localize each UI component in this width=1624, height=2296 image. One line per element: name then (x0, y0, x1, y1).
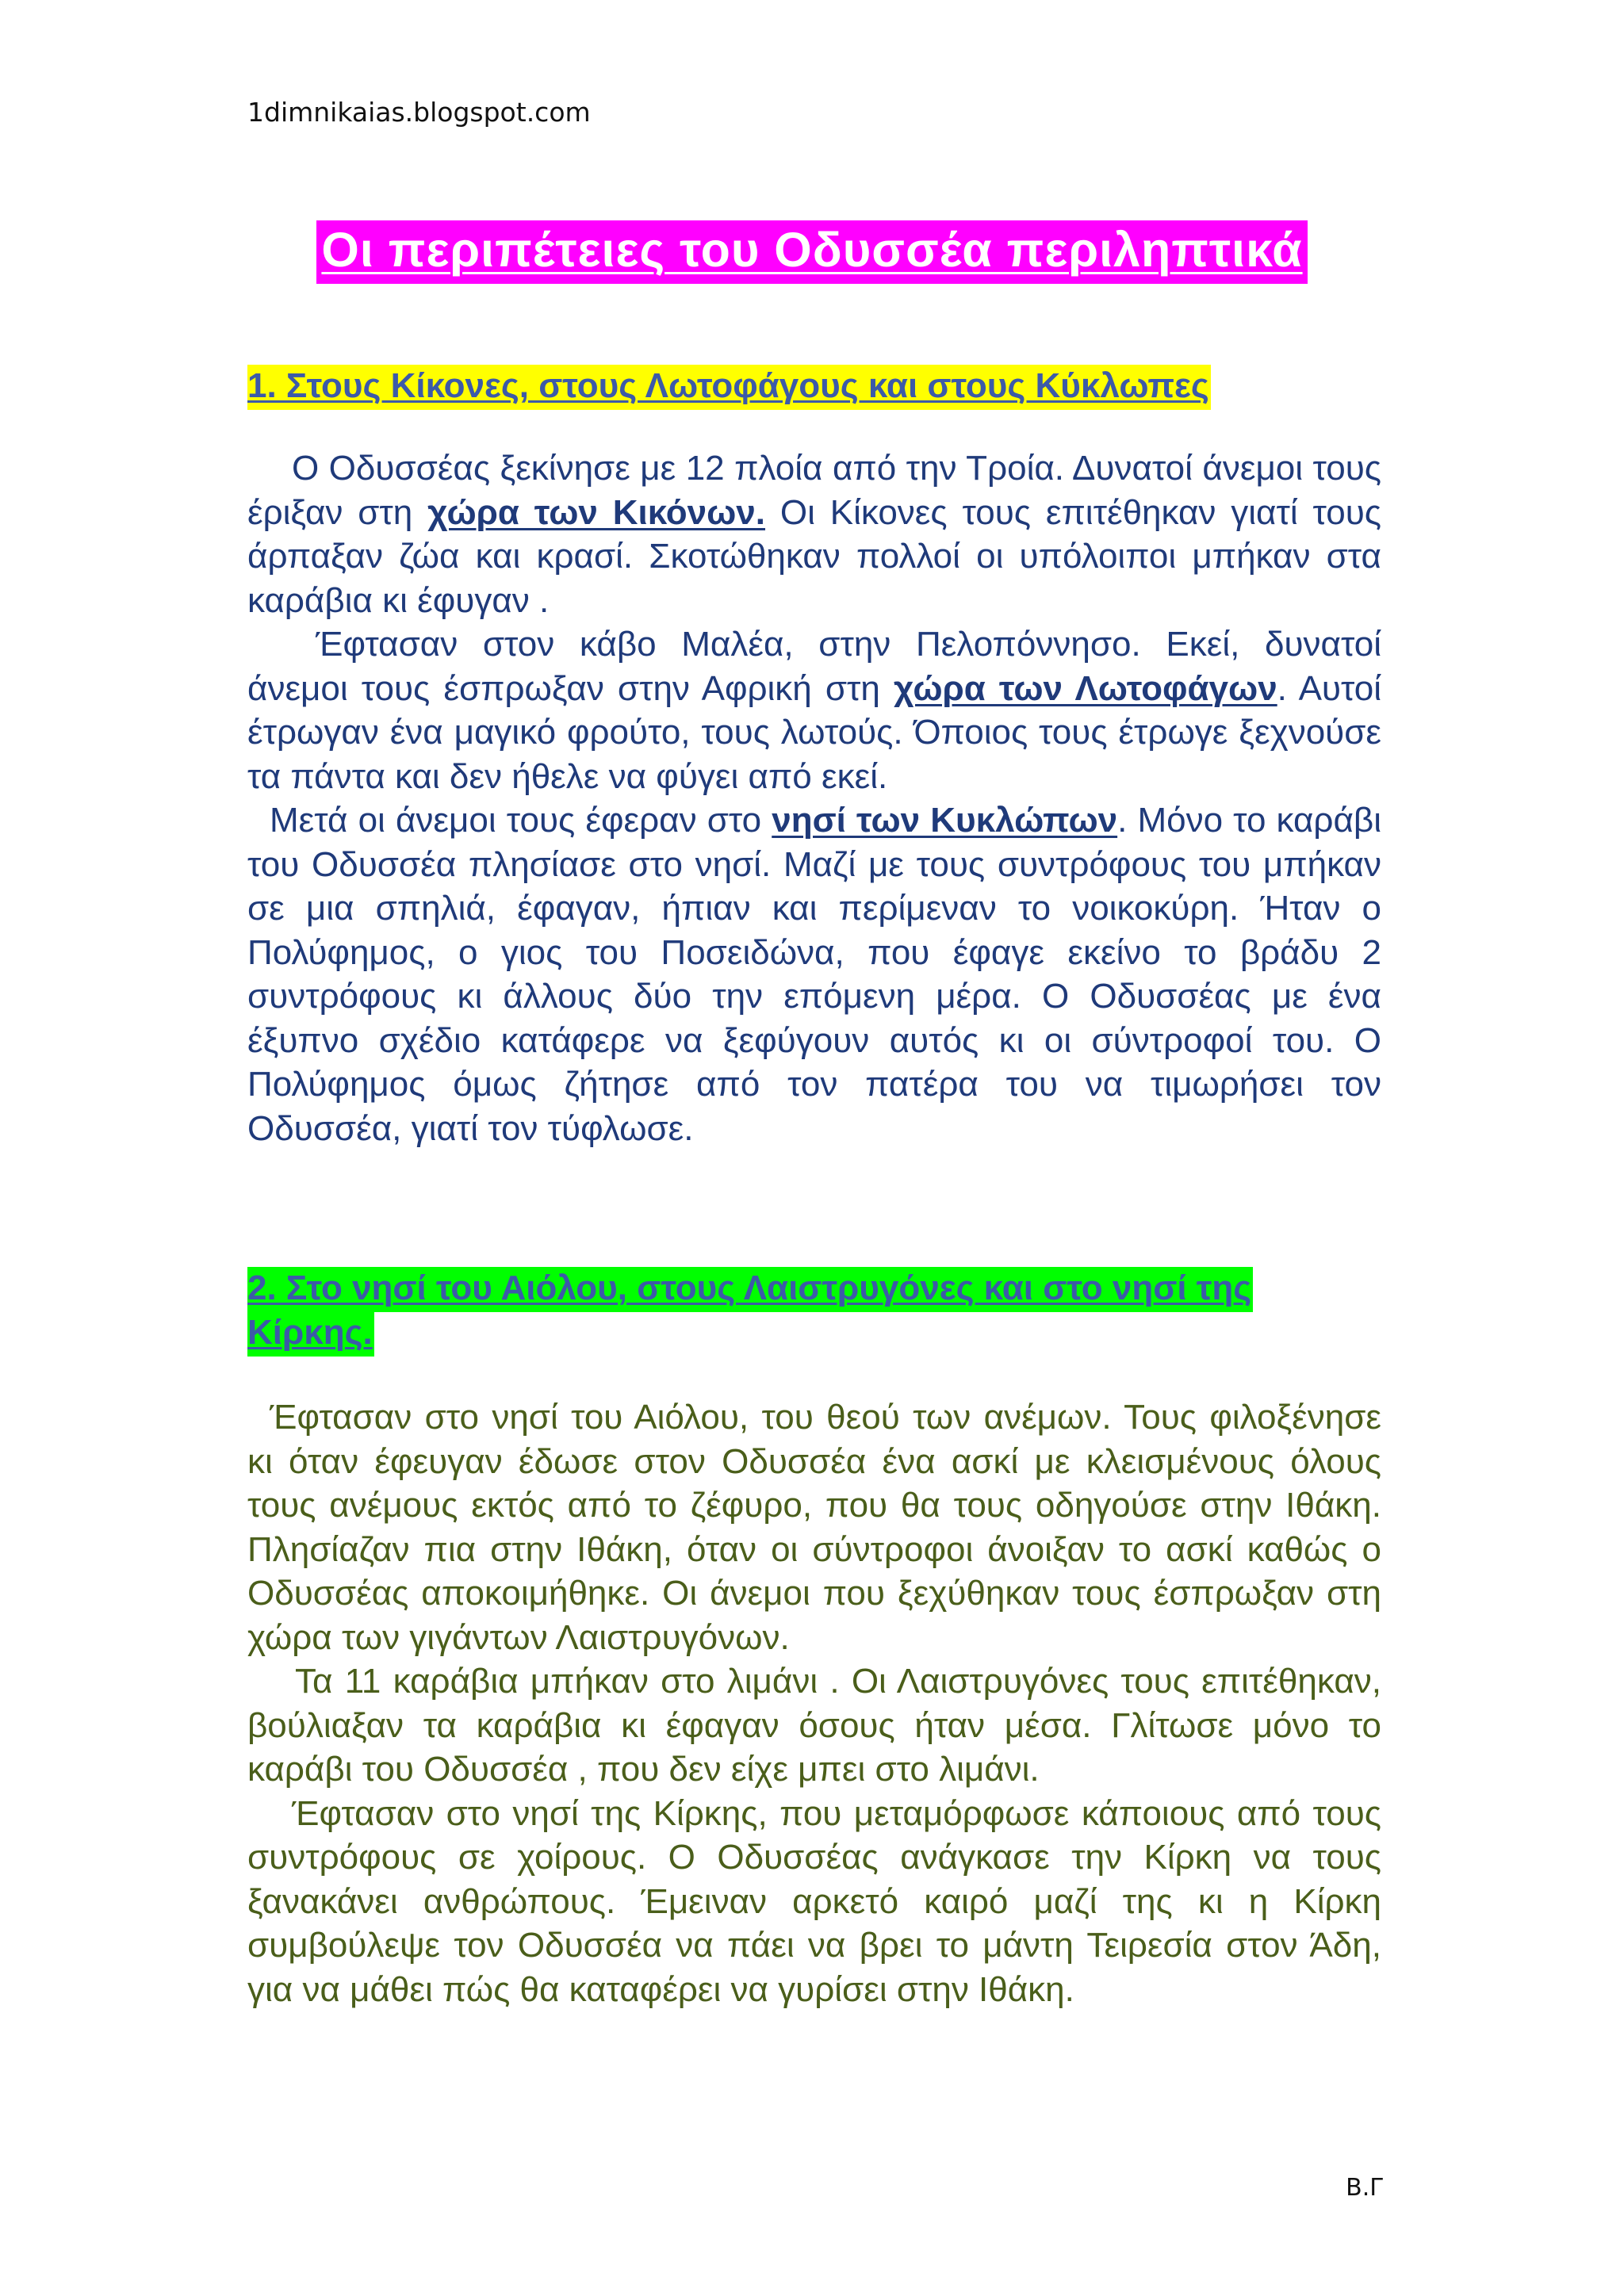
section-heading-aiolos (247, 1266, 1381, 1355)
term-lotophagoi-land: χώρα των Λωτοφάγων (893, 668, 1277, 708)
paragraph-aiolos: Έφτασαν στο νησί του Αιόλου, του θεού των ανέμων. Τους φιλοξένησε κι όταν έφευγαν έδωσε στον Οδυσσέα ένα ασκί με κλεισμένους όλους τους ανέμους εκτός από το ζέφυρο, που θα τους οδηγούσε στην Ιθάκη. Πλησίαζαν πια στην Ιθάκη, όταν οι σύντροφοι άνοιξαν το ασκί καθώς ο Οδυσσέας αποκοιμήθηκε. Οι άνεμοι που ξεχύθηκαν τους έσπρωξαν στη χώρα των γιγάντων Λαιστρυγόνων. (247, 1398, 1381, 1657)
paragraph-text: . Μόνο το καράβι του Οδυσσέα πλησίασε στο νησί. Μαζί με τους συντρόφους του μπήκαν σε μια σπηλιά, έφαγαν, ήπιαν και περίμεναν το νοικοκύρη. Ήταν ο Πολύφημος, ο γιος του Ποσειδώνα, που έφαγε εκείνο το βράδυ 2 συντρόφους κι άλλους δύο την επόμενη μέρα. Ο Οδυσσέας με ένα έξυπνο σχέδιο κατάφερε να ξεφύγουν αυτός κι οι σύντροφοί του. Ο Πολύφημος όμως ζήτησε από τον πατέρα του να τιμωρήσει τον Οδυσσέα, γιατί τον τύφλωσε. (247, 801, 1381, 1148)
footer-initials: Β.Γ (1346, 2174, 1383, 2202)
paragraph-lotophagoi (247, 622, 1381, 798)
paragraph-laistrygones: Τα 11 καράβια μπήκαν στο λιμάνι . Οι Λαιστρυγόνες τους επιτέθηκαν, βούλιαξαν τα καράβια κι έφαγαν όσους ήταν μέσα. Γλίτωσε μόνο το καράβι του Οδυσσέα , που δεν είχε μπει στο λιμάνι. (247, 1662, 1381, 1789)
term-kikones-land: χώρα των Κικόνων. (427, 492, 766, 532)
paragraph-kikones (247, 446, 1381, 622)
section-body-kikones (247, 446, 1381, 1150)
paragraph-text: Έφτασαν στον κάβο Μαλέα, στην Πελοπόννησο. Εκεί, δυνατοί άνεμοι τους έσπρωξαν στην Αφρική στη (247, 625, 1381, 708)
paragraph-text: Μετά οι άνεμοι τους έφεραν στο (270, 801, 772, 840)
paragraph-text: Οι Κίκονες τους επιτέθηκαν γιατί τους άρπαξαν ζώα και κρασί. Σκοτώθηκαν πολλοί οι υπόλοιποι μπήκαν στα καράβια κι έφυγαν . (247, 492, 1381, 620)
section-body-aiolos (247, 1395, 1381, 2011)
paragraph-text: Ο Οδυσσέας ξεκίνησε με 12 πλοία από την Τροία. Δυνατοί άνεμοι τους έριξαν στη (247, 449, 1381, 532)
paragraph-kirki: Έφτασαν στο νησί της Κίρκης, που μεταμόρφωσε κάποιους από τους συντρόφους σε χοίρους. Ο Οδυσσέας ανάγκασε την Κίρκη να τους ξανακάνει ανθρώπους. Έμειναν αρκετό καιρό μαζί της κι η Κίρκη συμβούλεψε τον Οδυσσέα να πάει να βρει το μάντη Τειρεσία στον Άδη, για να μάθει πώς θα καταφέρει να γυρίσει στην Ιθάκη. (247, 1793, 1381, 2009)
site-header: 1dimnikaias.blogspot.com (247, 97, 591, 128)
paragraph-kyklopes (247, 798, 1381, 1150)
section-heading-text: 1. Στους Κίκονες, στους Λωτοφάγους και στους Κύκλωπες (247, 365, 1211, 410)
section-heading-text: 2. Στο νησί του Αιόλου, στους Λαιστρυγόνες και στο νησί της Κίρκης. (247, 1267, 1253, 1357)
page-title-block (0, 220, 1624, 284)
paragraph-text: . Αυτοί έτρωγαν ένα μαγικό φρούτο, τους λωτούς. Όποιος τους έτρωγε ξεχνούσε τα πάντα και δεν ήθελε να φύγει από εκεί. (247, 668, 1381, 796)
term-kyklopes-island: νησί των Κυκλώπων (772, 801, 1118, 840)
page-title: Οι περιπέτειες του Οδυσσέα περιληπτικά (316, 220, 1307, 284)
section-heading-kikones (247, 364, 1381, 408)
